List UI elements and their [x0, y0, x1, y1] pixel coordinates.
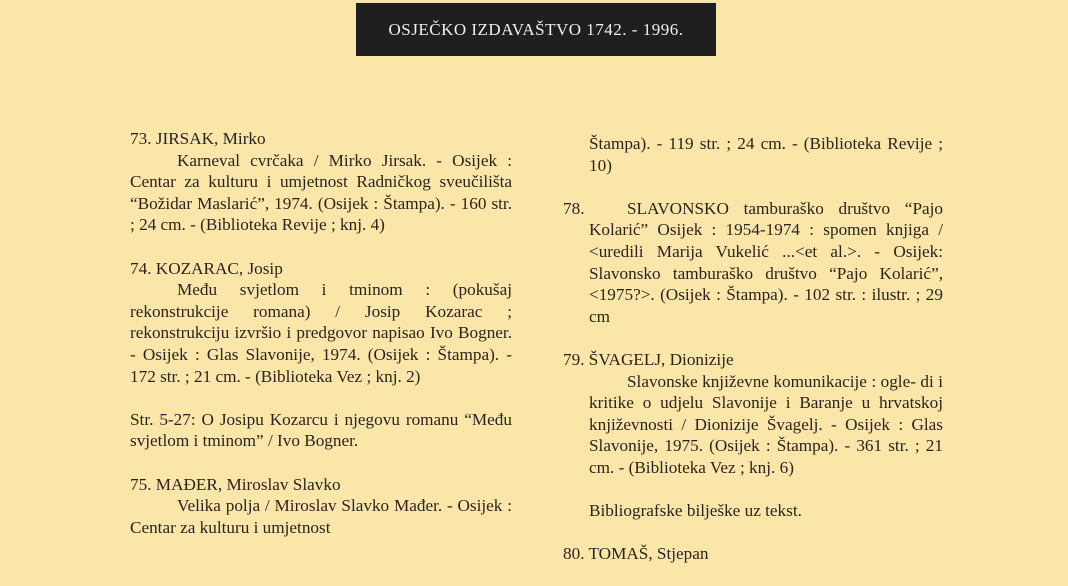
entry-78 [563, 198, 943, 328]
entry-description: Među svjetlom i tminom : (pokušaj rekonstrukcije romana) / Josip Kozarac ; rekonstrukciju izvršio i predgovor napisao Ivo Bogner. - Osijek : Glas Slavonije, 1974. (Osijek : Štampa). - 172 str. ; 21 cm. - (Biblioteka Vez ; knj. 2) [130, 280, 512, 386]
entry-80 [563, 543, 943, 565]
entry-heading: 79. ŠVAGELJ, Dionizije [563, 349, 734, 369]
entry-note: Str. 5-27: O Josipu Kozarcu i njegovu romanu “Među svjetlom i tminom” / Ivo Bogner. [130, 409, 512, 451]
entry-heading: 80. TOMAŠ, Stjepan [563, 544, 709, 564]
entry-number: 78. [563, 198, 585, 218]
page-header-title: OSJEČKO IZDAVAŠTVO 1742. - 1996. [356, 3, 716, 56]
entry-79 [563, 349, 943, 522]
entry-73 [130, 128, 512, 236]
entry-note: Bibliografske bilješke uz tekst. [589, 501, 802, 521]
entry-description: Slavonske književne komunikacije : ogle- di i kritike o udjelu Slavonije i Baranje u hrvatskoj književnosti / Dionizije Švagelj. - Osijek : Glas Slavonije, 1975. (Osijek : Štampa). - 361 str. ; 21 cm. - (Biblioteka Vez ; knj. 6) [589, 371, 943, 477]
entry-75 [130, 474, 512, 539]
entry-description: Štampa). - 119 str. ; 24 cm. - (Biblioteka Revije ; 10) [589, 134, 943, 175]
right-column [563, 133, 943, 586]
entry-heading: 75. MAĐER, Miroslav Slavko [130, 474, 341, 494]
left-column [130, 128, 512, 560]
entry-74 [130, 258, 512, 452]
entry-heading: 73. JIRSAK, Mirko [130, 129, 266, 148]
entry-description: Velika polja / Miroslav Slavko Mađer. - Osijek : Centar za kulturu i umjetnost [130, 496, 512, 537]
entry-description: SLAVONSKO tamburaško društvo “Pajo Kolarić” Osijek : 1954-1974 : spomen knjiga / <uredili Marija Vukelić ...<et al.>. - Osijek: Slavonsko tamburaško društvo “Pajo Kolarić”, <1975?>. (Osijek : Štampa). - 102 str. : ilustr. ; 29 cm [589, 198, 943, 326]
entry-description: Karneval cvrčaka / Mirko Jirsak. - Osijek : Centar za kulturu i umjetnost Radničkog sveučilišta “Božidar Maslarić”, 1974. (Osijek : Štampa). - 160 str. ; 24 cm. - (Biblioteka Revije ; knj. 4) [130, 150, 512, 235]
entry-heading: 74. KOZARAC, Josip [130, 258, 283, 278]
entry-continuation [563, 133, 943, 176]
